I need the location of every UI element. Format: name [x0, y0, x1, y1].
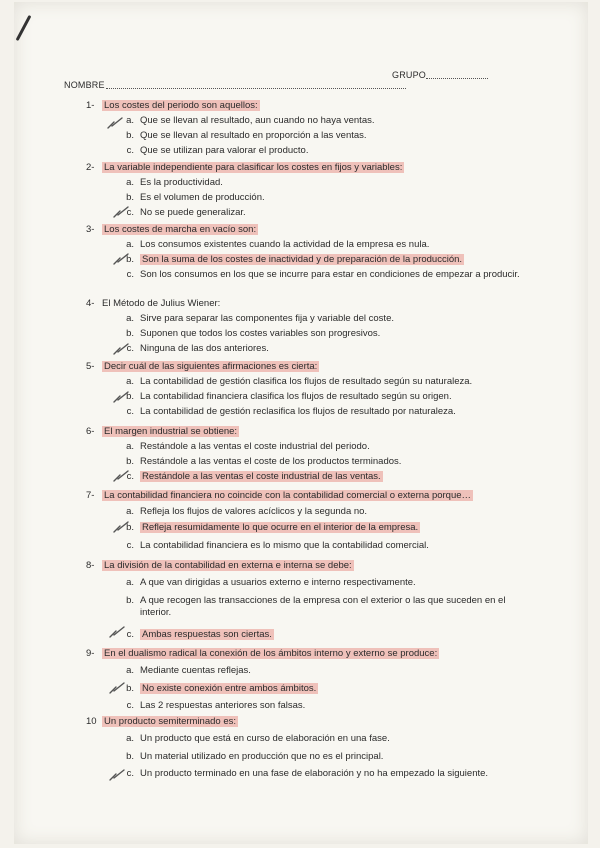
option-text: La contabilidad financiera es lo mismo que la contabilidad comercial.: [140, 540, 429, 551]
question-text: La contabilidad financiera no coincide con la contabilidad comercial o externa porque…: [104, 490, 472, 501]
option-letter: c.: [126, 207, 134, 218]
question-text: En el dualismo radical la conexión de los ámbitos interno y externo se produce:: [104, 648, 438, 659]
check-mark-icon: [112, 342, 132, 356]
option: [126, 207, 246, 219]
option-letter: a.: [126, 177, 134, 188]
check-mark-icon: [108, 768, 128, 782]
option: [126, 540, 429, 552]
option-letter: a.: [126, 376, 134, 387]
question-text: El Método de Julius Wiener:: [102, 298, 221, 309]
option-letter: a.: [126, 441, 134, 452]
option-text: Son los consumos en los que se incurre para estar en condiciones de empezar a producir.: [140, 269, 520, 280]
option: [126, 343, 269, 355]
option-text: No existe conexión entre ambos ámbitos.: [142, 683, 317, 694]
question-number: 1-: [86, 100, 95, 111]
option: [126, 406, 456, 418]
option-text: Refleja los flujos de valores acíclicos y la segunda no.: [140, 506, 368, 517]
option-text: A que van dirigidas a usuarios externo e interno respectivamente.: [140, 577, 416, 588]
question-number: 10: [86, 716, 97, 727]
option: [126, 751, 384, 763]
option: [126, 700, 306, 712]
group-label: GRUPO: [392, 70, 427, 80]
question-number: 9-: [86, 648, 95, 659]
option: [126, 376, 473, 388]
check-mark-icon: [112, 252, 132, 266]
option-text: Restándole a las ventas el coste industrial del periodo.: [140, 441, 370, 452]
option: [126, 471, 383, 483]
option-letter: a.: [126, 733, 134, 744]
option-text: La contabilidad financiera clasifica los flujos de resultado según su origen.: [140, 391, 452, 402]
option-letter: c.: [126, 540, 134, 551]
option-text: Un material utilizado en producción que no es el principal.: [140, 751, 384, 762]
option-letter: c.: [126, 145, 134, 156]
option-letter: c.: [126, 343, 134, 354]
option-letter: a.: [126, 506, 134, 517]
option-letter: a.: [126, 665, 134, 676]
option-letter: b.: [126, 391, 134, 402]
header-line: [64, 70, 494, 90]
option-text: Mediante cuentas reflejas.: [140, 665, 251, 676]
option-letter: b.: [126, 595, 134, 606]
check-mark-icon: [112, 520, 132, 534]
check-mark-icon: [106, 116, 126, 130]
option-letter: a.: [126, 577, 134, 588]
question-7: [86, 490, 473, 502]
option-text: Ninguna de las dos anteriores.: [140, 343, 269, 354]
option: [126, 192, 265, 204]
option: [126, 629, 274, 641]
option: [126, 683, 318, 695]
option-text: Suponen que todos los costes variables son progresivos.: [140, 328, 381, 339]
check-mark-icon: [112, 205, 132, 219]
option-text: Es la productividad.: [140, 177, 223, 188]
question-number: 8-: [86, 560, 95, 571]
question-text: La división de la contabilidad en externa e interna se debe:: [104, 560, 352, 571]
question-text: Los costes del periodo son aquellos:: [104, 100, 258, 111]
name-blank: [106, 88, 406, 89]
question-number: 5-: [86, 361, 95, 372]
option-letter: a.: [126, 313, 134, 324]
option: [126, 391, 452, 403]
option-text: Restándole a las ventas el coste de los productos terminados.: [140, 456, 402, 467]
option-letter: c.: [126, 471, 134, 482]
check-mark-icon: [112, 469, 132, 483]
option: [126, 328, 381, 340]
option-letter: b.: [126, 522, 134, 533]
option-text: Refleja resumidamente lo que ocurre en el interior de la empresa.: [142, 522, 419, 533]
option-letter: c.: [126, 700, 134, 711]
question-text: La variable independiente para clasificar los costes en fijos y variables:: [104, 162, 403, 173]
option: [126, 269, 525, 281]
option-text: Ambas respuestas son ciertas.: [142, 629, 272, 640]
option: [126, 577, 416, 589]
option-text: Un producto que está en curso de elaboración en una fase.: [140, 733, 390, 744]
option: [126, 441, 370, 453]
question-9: [86, 648, 439, 660]
option: [126, 456, 402, 468]
option-text: Que se llevan al resultado, aun cuando no haya ventas.: [140, 115, 375, 126]
option-text: A que recogen las transacciones de la empresa con el exterior o las que suceden en el interior.: [140, 595, 506, 618]
question-5: [86, 361, 319, 373]
option: [126, 254, 464, 266]
option-letter: b.: [126, 254, 134, 265]
question-number: 4-: [86, 298, 95, 309]
check-mark-icon: [108, 681, 128, 695]
question-8: [86, 560, 354, 572]
option-letter: c.: [126, 406, 134, 417]
option: [126, 177, 223, 189]
option: [126, 239, 430, 251]
option-letter: b.: [126, 456, 134, 467]
question-1: [86, 100, 260, 112]
option: [126, 522, 420, 534]
option-text: Es el volumen de producción.: [140, 192, 265, 203]
question-text: Decir cuál de las siguientes afirmaciones es cierta:: [104, 361, 318, 372]
option-letter: b.: [126, 328, 134, 339]
option: [126, 130, 367, 142]
question-2: [86, 162, 404, 174]
option-text: Sirve para separar las componentes fija y variable del coste.: [140, 313, 394, 324]
option-letter: c.: [126, 629, 134, 640]
option-text: Que se llevan al resultado en proporción a las ventas.: [140, 130, 367, 141]
option-text: Las 2 respuestas anteriores son falsas.: [140, 700, 306, 711]
option-letter: a.: [126, 115, 134, 126]
option-letter: c.: [126, 768, 134, 779]
option-text: Los consumos existentes cuando la actividad de la empresa es nula.: [140, 239, 430, 250]
question-number: 3-: [86, 224, 95, 235]
option-text: La contabilidad de gestión clasifica los flujos de resultado según su naturaleza.: [140, 376, 473, 387]
option: [126, 733, 390, 745]
question-text: Los costes de marcha en vacío son:: [104, 224, 257, 235]
option: [126, 665, 251, 677]
check-mark-icon: [112, 390, 132, 404]
question-number: 7-: [86, 490, 95, 501]
question-text: Un producto semiterminado es:: [104, 716, 237, 727]
question-text: El margen industrial se obtiene:: [104, 426, 238, 437]
option: [126, 595, 525, 619]
option-text: No se puede generalizar.: [140, 207, 246, 218]
question-4: [86, 298, 220, 310]
option-text: Restándole a las ventas el coste industrial de las ventas.: [142, 471, 381, 482]
option: [126, 115, 375, 127]
check-mark-icon: [108, 625, 128, 639]
question-number: 6-: [86, 426, 95, 437]
option-text: La contabilidad de gestión reclasifica los flujos de resultado por naturaleza.: [140, 406, 456, 417]
question-3: [86, 224, 258, 236]
option-letter: c.: [126, 269, 134, 280]
option: [126, 506, 368, 518]
option-letter: a.: [126, 239, 134, 250]
option-letter: b.: [126, 192, 134, 203]
option: [126, 313, 394, 325]
question-10: [86, 716, 238, 728]
option: [126, 145, 309, 157]
question-6: [86, 426, 239, 438]
option-letter: b.: [126, 751, 134, 762]
question-number: 2-: [86, 162, 95, 173]
option-text: Un producto terminado en una fase de elaboración y no ha empezado la siguiente.: [140, 768, 489, 779]
option: [126, 768, 525, 780]
option-text: Son la suma de los costes de inactividad y de preparación de la producción.: [142, 254, 463, 265]
option-text: Que se utilizan para valorar el producto.: [140, 145, 309, 156]
option-letter: b.: [126, 130, 134, 141]
group-blank: [426, 78, 488, 79]
option-letter: b.: [126, 683, 134, 694]
name-label: NOMBRE: [64, 80, 105, 90]
